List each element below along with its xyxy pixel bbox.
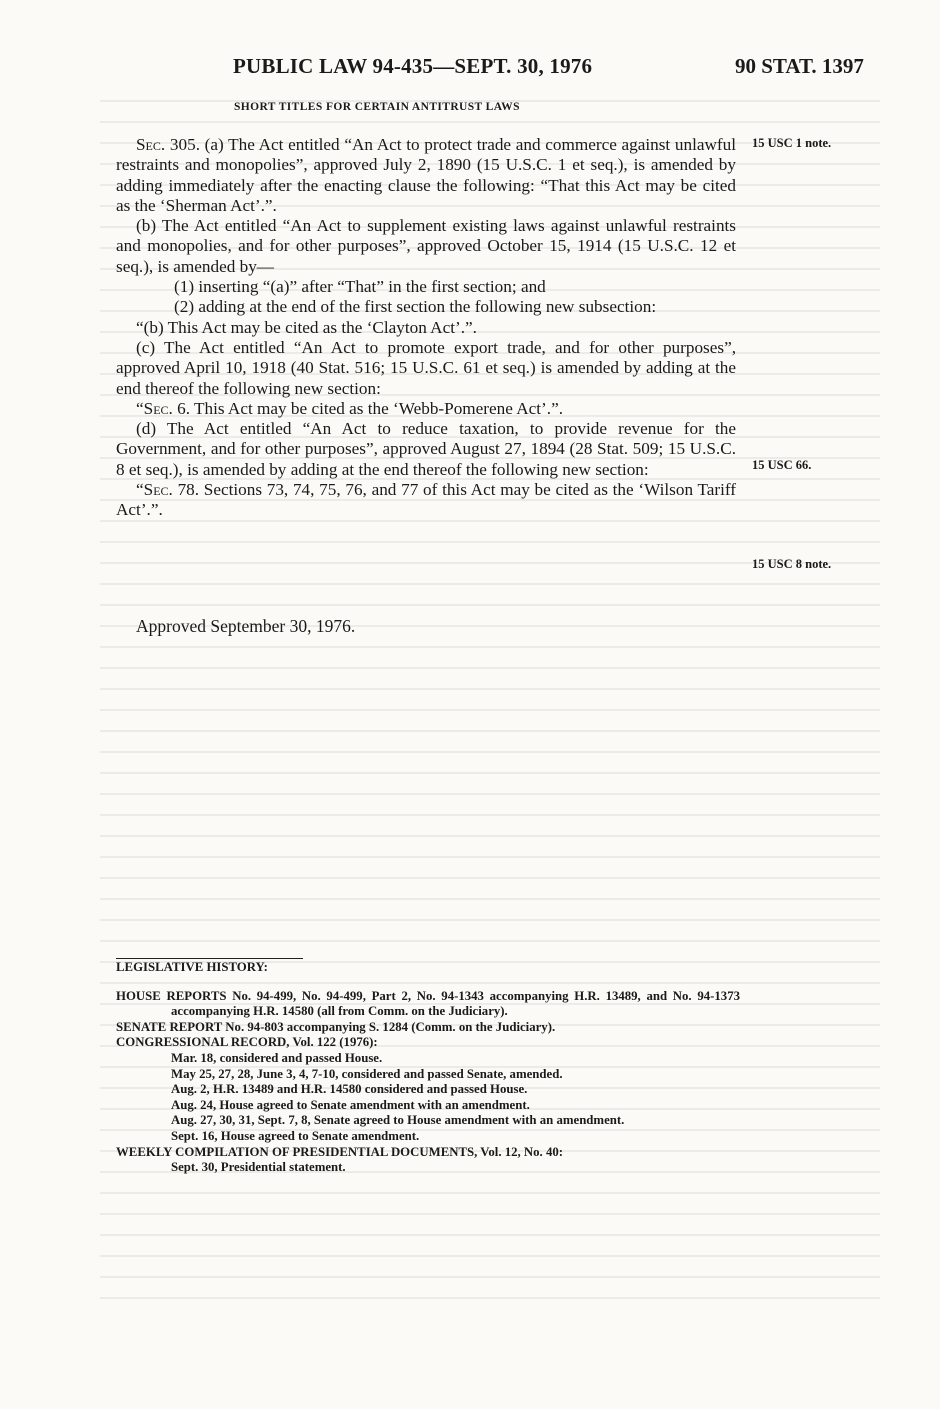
section-title: SHORT TITLES FOR CERTAIN ANTITRUST LAWS (234, 101, 520, 113)
senate-report: SENATE REPORT No. 94-803 accompanying S. 1284 (Comm. on the Judiciary). (116, 1019, 556, 1034)
paragraph-webb-pomerene (116, 399, 736, 419)
open-quote: “ (136, 480, 144, 500)
paragraph-text: 305. (a) The Act entitled “An Act to protect trade and commerce against unlawful restraints and monopolies”, approved July 2, 1890 (15 U.S.C. 1 et seq.), is amended by adding immediately after the enacting clause the following: “That this Act may be cited as the ‘Sherman Act’.”. (116, 135, 736, 215)
paragraph-text: 6. This Act may be cited as the ‘Webb-Pomerene Act’.”. (177, 398, 563, 418)
margin-note-webb: 15 USC 66. (752, 458, 812, 472)
legislative-history (116, 960, 740, 1176)
record-item: Sept. 16, House agreed to Senate amendment. (171, 1128, 420, 1143)
paragraph-d: (d) The Act entitled “An Act to reduce taxation, to provide revenue for the Government, and for other purposes”, approved August 27, 1894 (28 Stat. 509; 15 U.S.C. 8 et seq.), is amended by adding at the end thereof the following new section: (116, 419, 736, 479)
record-item: Aug. 2, H.R. 13489 and H.R. 14580 considered and passed House. (171, 1082, 528, 1097)
paragraph-wilson-tariff (116, 480, 736, 521)
record-item: May 25, 27, 28, June 3, 4, 7-10, considered and passed Senate, amended. (171, 1066, 563, 1081)
paragraph-clayton: “(b) This Act may be cited as the ‘Clayton Act’.”. (136, 317, 477, 337)
page-header (0, 54, 940, 82)
paragraph-b-2: (2) adding at the end of the first section the following new subsection: (174, 297, 657, 317)
weekly-item: Sept. 30, Presidential statement. (171, 1160, 346, 1175)
paragraph-c: (c) The Act entitled “An Act to promote export trade, and for other purposes”, approved April 10, 1918 (40 Stat. 516; 15 U.S.C. 61 et seq.) is amended by adding at the end thereof the following new section: (116, 337, 736, 398)
weekly-compilation: WEEKLY COMPILATION OF PRESIDENTIAL DOCUMENTS, Vol. 12, No. 40: (116, 1144, 564, 1159)
paragraph-text: 78. Sections 73, 74, 75, 76, and 77 of this Act may be cited as the ‘Wilson Tariff Act’.”. (116, 480, 737, 520)
record-item: Aug. 27, 30, 31, Sept. 7, 8, Senate agreed to House amendment with an amendment. (171, 1113, 625, 1128)
house-reports: HOUSE REPORTS No. 94-499, No. 94-499, Part 2, No. 94-1343 accompanying H.R. 13489, and No. 94-1373 accompanying H.R. 14580 (all from Comm. on the Judiciary). (116, 988, 740, 1019)
sec-label: Sec. (143, 480, 173, 500)
paragraph-b-1: (1) inserting “(a)” after “That” in the first section; and (174, 277, 546, 297)
sec-label: Sec. (143, 398, 173, 418)
congressional-record: CONGRESSIONAL RECORD, Vol. 122 (1976): (116, 1035, 378, 1050)
margin-note-wilson: 15 USC 8 note. (752, 557, 832, 571)
divider (116, 958, 303, 959)
legislative-history-heading: LEGISLATIVE HISTORY: (116, 960, 268, 974)
open-quote: “ (136, 398, 144, 418)
paragraph-sec-305-a (116, 135, 736, 216)
statute-body (116, 135, 736, 521)
statute-page-number: 90 STAT. 1397 (735, 54, 864, 78)
law-citation: PUBLIC LAW 94-435—SEPT. 30, 1976 (233, 54, 593, 78)
approval-date: Approved September 30, 1976. (136, 616, 356, 636)
paragraph-b: (b) The Act entitled “An Act to supplement existing laws against unlawful restraints and monopolies, and for other purposes”, approved October 15, 1914 (15 U.S.C. 12 et seq.), is amended by— (116, 216, 736, 276)
record-item: Aug. 24, House agreed to Senate amendment with an amendment. (171, 1097, 530, 1112)
record-item: Mar. 18, considered and passed House. (171, 1050, 383, 1065)
sec-label: Sec. (136, 135, 166, 154)
margin-note-sherman: 15 USC 1 note. (752, 136, 832, 150)
